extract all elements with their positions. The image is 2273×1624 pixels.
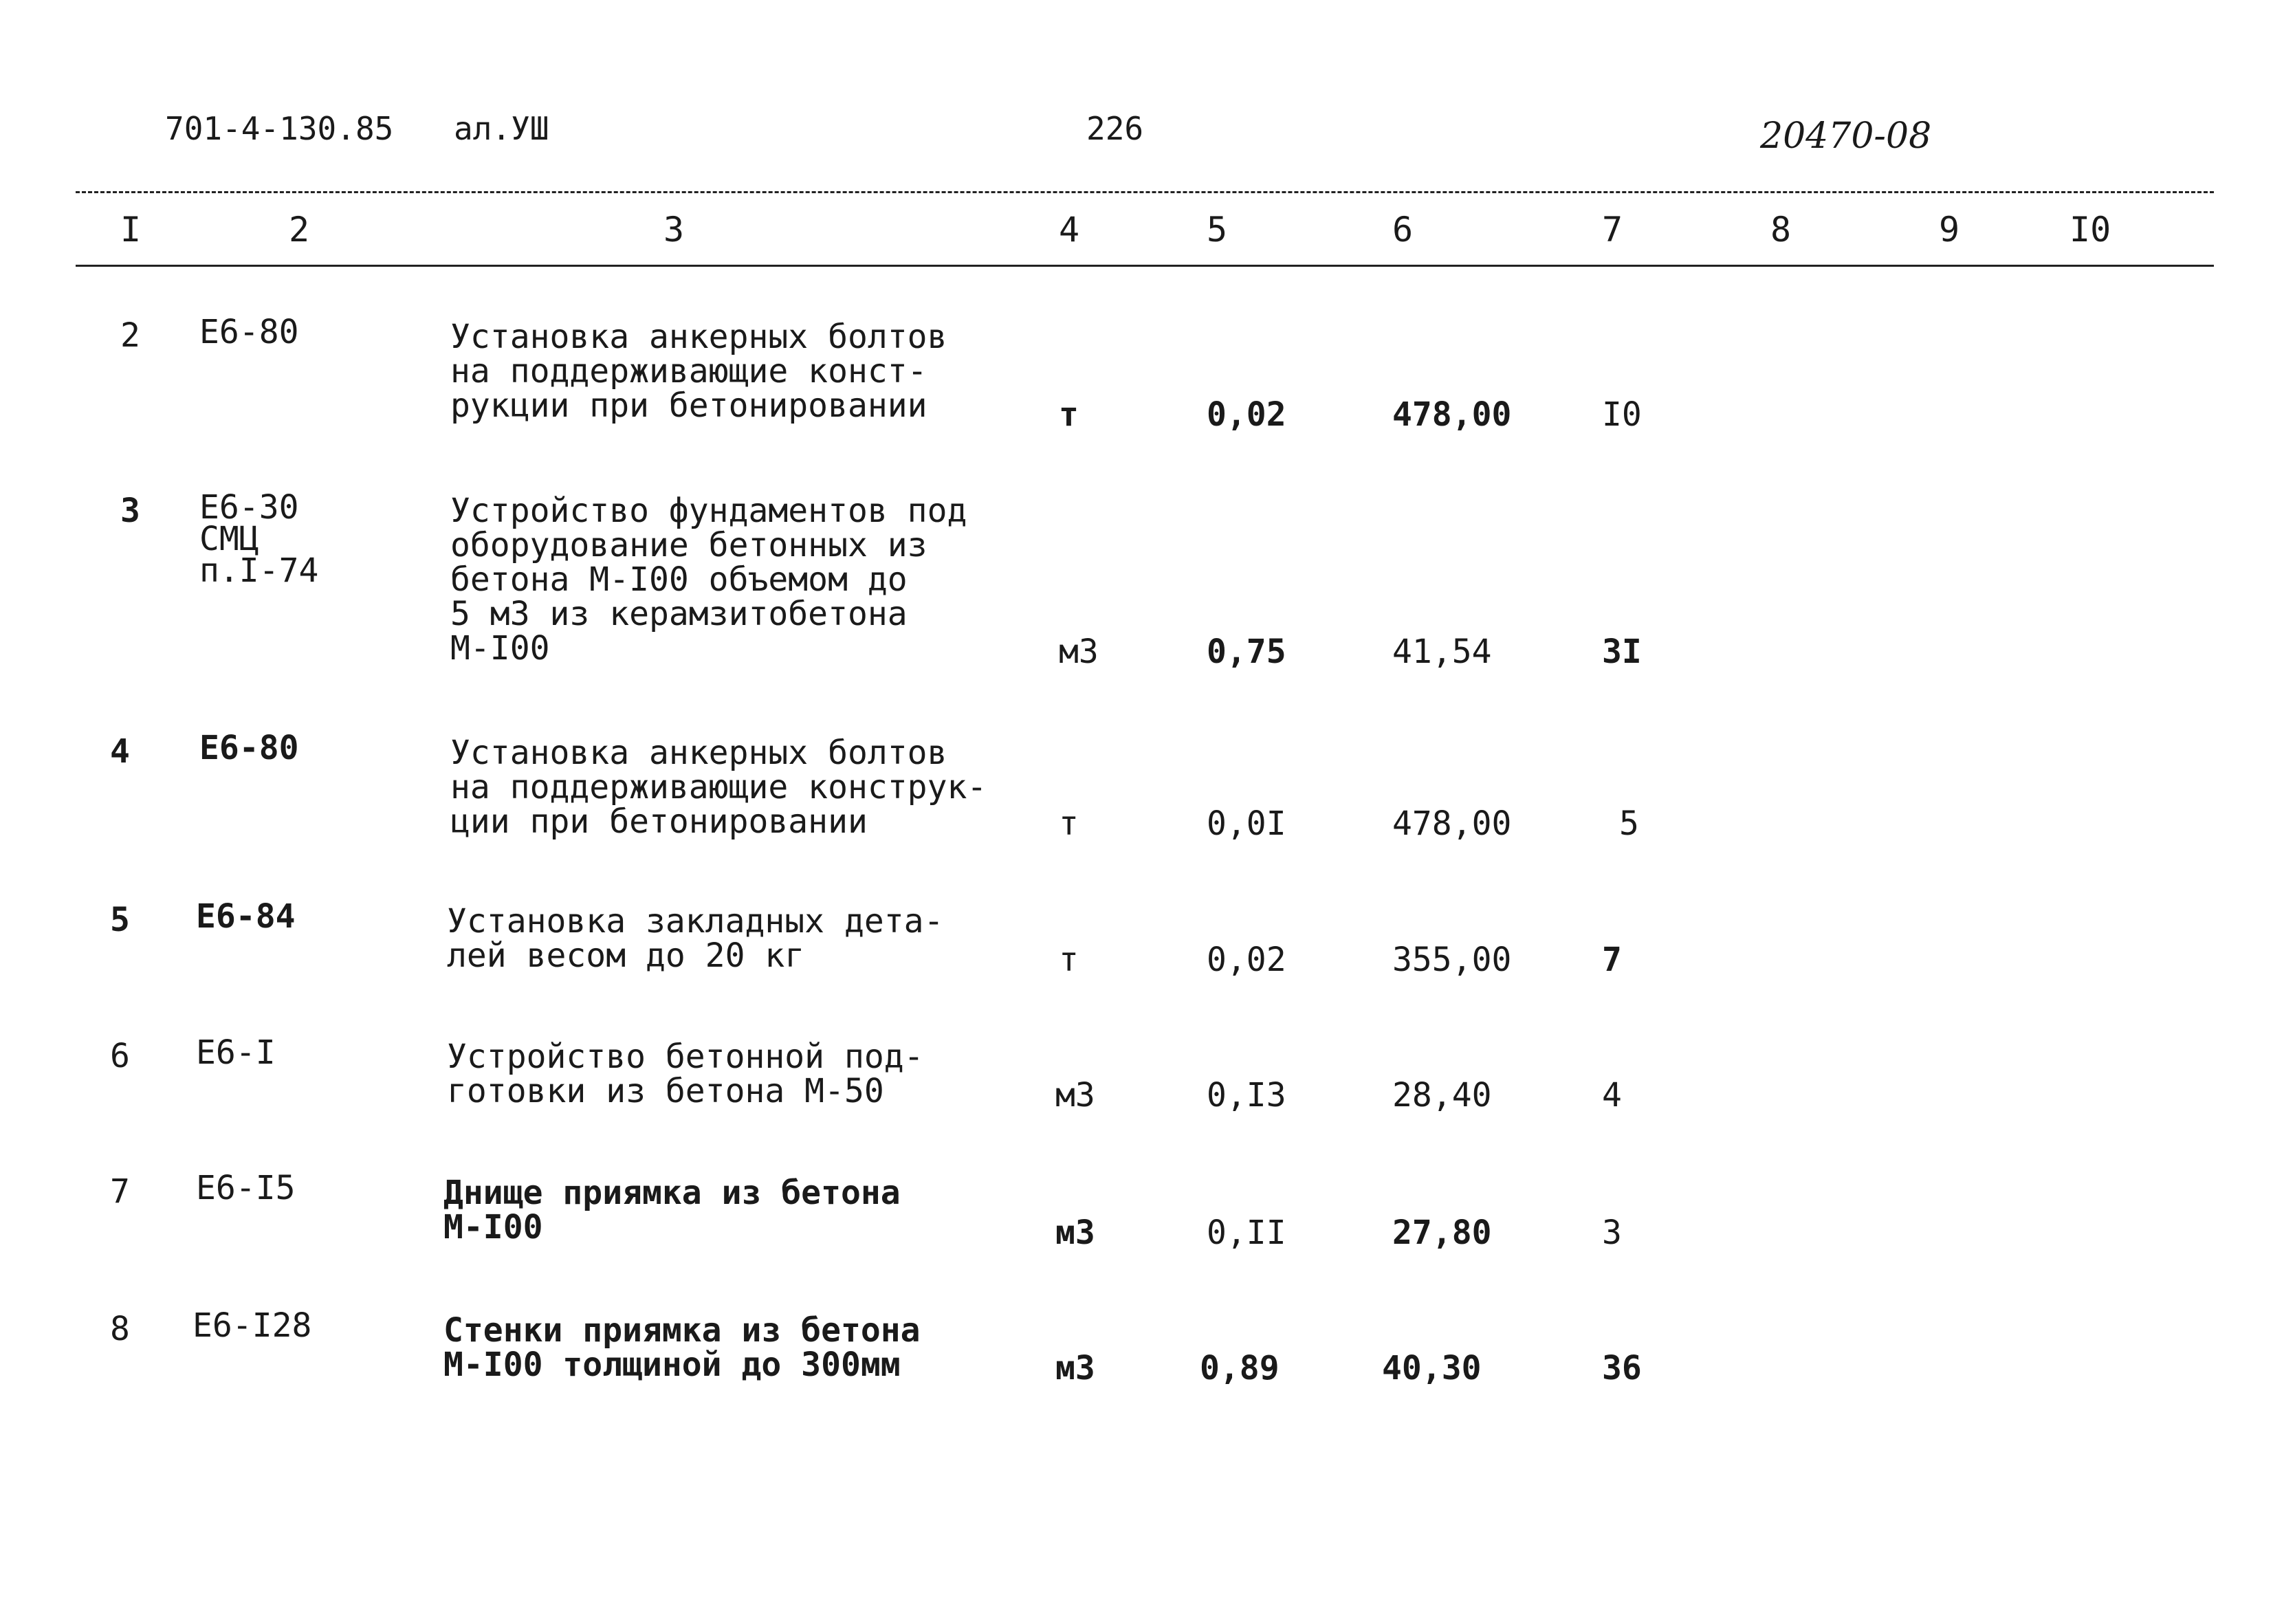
unit-price: 478,00 bbox=[1392, 395, 1512, 434]
handwritten-number: 20470-08 bbox=[1760, 116, 1932, 157]
quantity: 0,0I bbox=[1207, 804, 1286, 843]
col-8-header: 8 bbox=[1770, 210, 1792, 250]
quantity: 0,I3 bbox=[1207, 1076, 1286, 1115]
unit-price: 478,00 bbox=[1392, 804, 1512, 843]
quantity: 0,89 bbox=[1200, 1349, 1280, 1387]
row-number: 3 bbox=[120, 492, 140, 530]
quantity: 0,75 bbox=[1207, 633, 1286, 671]
row-number: 8 bbox=[110, 1310, 130, 1348]
work-description: Установка анкерных болтов на поддерживающие конст- рукции при бетонировании bbox=[450, 318, 947, 425]
total-cost: 7 bbox=[1602, 941, 1622, 979]
rate-code: Е6-80 bbox=[199, 313, 299, 351]
col-4-header: 4 bbox=[1059, 210, 1080, 250]
unit-price: 28,40 bbox=[1392, 1076, 1492, 1115]
unit: т bbox=[1059, 804, 1079, 843]
rate-code: Е6-30 СМЦ п.I-74 bbox=[199, 488, 319, 590]
row-number: 2 bbox=[120, 316, 140, 355]
col-1-header: I bbox=[120, 210, 142, 250]
rate-code: Е6-I bbox=[196, 1033, 276, 1072]
rate-code: Е6-84 bbox=[196, 897, 296, 936]
row-number: 5 bbox=[110, 901, 130, 939]
total-cost: I0 bbox=[1602, 395, 1642, 434]
row-number: 7 bbox=[110, 1172, 130, 1211]
header-bottom-rule bbox=[76, 265, 2214, 267]
total-cost: 36 bbox=[1602, 1349, 1642, 1387]
document-code: 701-4-130.85 bbox=[165, 110, 394, 147]
quantity: 0,II bbox=[1207, 1214, 1286, 1252]
rate-code: Е6-I28 bbox=[193, 1306, 312, 1345]
col-3-header: 3 bbox=[663, 210, 685, 250]
total-cost: 5 bbox=[1619, 804, 1639, 843]
album-label: ал.УШ bbox=[454, 110, 549, 147]
col-6-header: 6 bbox=[1392, 210, 1414, 250]
unit: т bbox=[1059, 395, 1079, 434]
col-5-header: 5 bbox=[1207, 210, 1228, 250]
header-top-rule bbox=[76, 191, 2214, 193]
work-description: Установка закладных дета- лей весом до 20 кг bbox=[447, 902, 944, 975]
total-cost: 4 bbox=[1602, 1076, 1622, 1115]
work-description: Устройство бетонной под- готовки из бетона М-50 bbox=[447, 1038, 924, 1110]
col-7-header: 7 bbox=[1602, 210, 1623, 250]
quantity: 0,02 bbox=[1207, 941, 1286, 979]
col-9-header: 9 bbox=[1939, 210, 1960, 250]
unit-price: 40,30 bbox=[1382, 1349, 1482, 1387]
col-10-header: I0 bbox=[2069, 210, 2111, 250]
work-description: Днище приямка из бетона М-I00 bbox=[443, 1174, 901, 1247]
unit-price: 41,54 bbox=[1392, 633, 1492, 671]
col-2-header: 2 bbox=[289, 210, 310, 250]
row-number: 4 bbox=[110, 732, 130, 771]
rate-code: Е6-I5 bbox=[196, 1169, 296, 1207]
work-description: Устройство фундаментов под оборудование бетонных из бетона М-I00 объемом до 5 м3 из керамзитобетона М-I00 bbox=[450, 492, 967, 668]
unit: м3 bbox=[1059, 633, 1099, 671]
work-description: Стенки приямка из бетона М-I00 толщиной до 300мм bbox=[443, 1311, 921, 1384]
rate-code: Е6-80 bbox=[199, 729, 299, 767]
unit: м3 bbox=[1055, 1214, 1095, 1252]
unit: м3 bbox=[1055, 1076, 1095, 1115]
quantity: 0,02 bbox=[1207, 395, 1286, 434]
total-cost: 3I bbox=[1602, 633, 1642, 671]
total-cost: 3 bbox=[1602, 1214, 1622, 1252]
row-number: 6 bbox=[110, 1037, 130, 1075]
unit: м3 bbox=[1055, 1349, 1095, 1387]
unit-price: 27,80 bbox=[1392, 1214, 1492, 1252]
work-description: Установка анкерных болтов на поддерживающие конструк- ции при бетонировании bbox=[450, 734, 987, 841]
unit: т bbox=[1059, 941, 1079, 979]
unit-price: 355,00 bbox=[1392, 941, 1512, 979]
page-number: 226 bbox=[1086, 110, 1144, 147]
